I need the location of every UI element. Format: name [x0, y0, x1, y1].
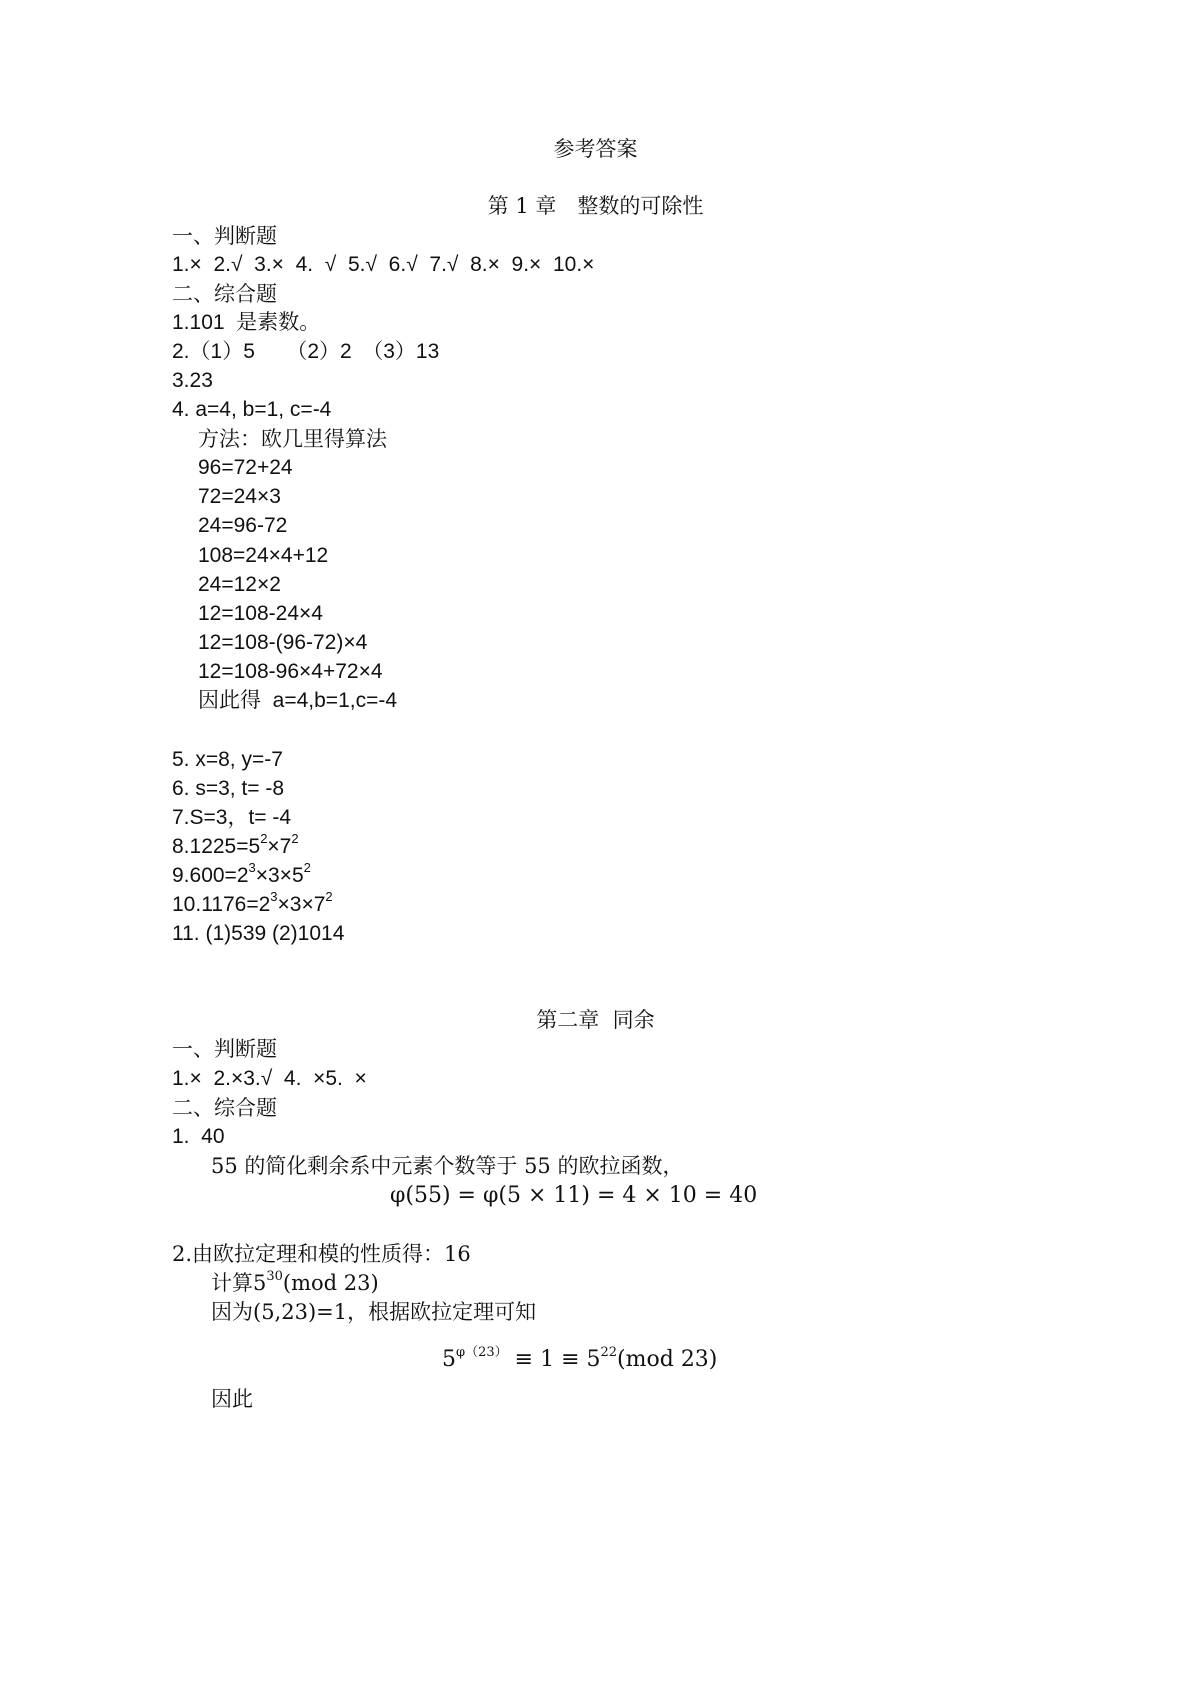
ch1-answer-11: 11. (1)539 (2)1014 [172, 922, 345, 945]
ch1-answer-10: $10.1176=2^3\times 3\times 7^2$ [172, 889, 333, 916]
ch1-answer-3: 3.23 [172, 369, 213, 392]
ch1-answer-1: 1.101 是素数。 [172, 311, 321, 334]
ch1-answer-5: 5. x=8, y=-7 [172, 748, 283, 771]
ch1-answer-4: 4. a=4, b=1, c=-4 [172, 398, 332, 421]
ch2-answer-2-calc: 计算$5^{30}(mod$ 23) [211, 1269, 379, 1295]
ch1-true-false-answers: 1.× 2.√ 3.× 4. √ 5.√ 6.√ 7.√ 8.× 9.× 10.× [172, 253, 595, 276]
ch1-answer-2: 2.（1）5 （2）2 （3）13 [172, 340, 440, 363]
ch1-answer-9: $9.600=2^3\times 3\times 5^2$ [172, 860, 311, 887]
euclid-step: 12=108-96×4+72×4 [198, 660, 383, 683]
euclid-step: 12=108-(96-72)×4 [198, 631, 368, 654]
ch1-section-comprehensive-title: 二、综合题 [172, 282, 277, 306]
euclid-step: 72=24×3 [198, 485, 281, 508]
ch1-answer-6: 6. s=3, t= -8 [172, 777, 285, 800]
euclid-step: 12=108-24×4 [198, 602, 323, 625]
ch2-section-judgement-title: 一、判断题 [172, 1037, 277, 1061]
ch1-method-line: 方法：欧几里得算法 [198, 427, 387, 451]
euclid-step: 24=12×2 [198, 573, 281, 596]
ch2-answer-2-reason: 因为(5,23)=1，根据欧拉定理可知 [211, 1300, 537, 1324]
ch2-answer-1-explanation: 55 的简化剩余系中元素个数等于 55 的欧拉函数， [211, 1154, 684, 1178]
ch2-true-false-answers: 1.× 2.×3.√ 4. ×5. × [172, 1067, 367, 1090]
euclid-step: 96=72+24 [198, 456, 293, 479]
euler-theorem-formula: $5^{\varphi(23)} \equiv 1 \equiv 5^{22}(mod$ 23) [442, 1344, 718, 1372]
ch2-answer-2-therefore: 因此 [211, 1387, 253, 1411]
ch2-answer-2: 2.由欧拉定理和模的性质得：16 [172, 1242, 471, 1266]
euler-phi-formula: φ(55) = φ(5 × 11) = 4 × 10 = 40 [390, 1183, 758, 1208]
euclid-step: 24=96-72 [198, 514, 288, 537]
chapter-1-heading: 第 1 章 整数的可除性 [487, 194, 704, 218]
ch1-answer-8: $8.1225=5^2\times 7^2$ [172, 831, 299, 858]
ch1-section-judgement-title: 一、判断题 [172, 224, 277, 248]
euclid-step: 108=24×4+12 [198, 544, 329, 567]
ch2-section-comprehensive-title: 二、综合题 [172, 1096, 277, 1120]
ch1-conclusion: 因此得 a=4,b=1,c=-4 [198, 689, 398, 712]
chapter-2-heading: 第二章 同余 [536, 1008, 655, 1032]
ch2-answer-1: 1. 40 [172, 1125, 225, 1148]
ch1-answer-7: 7.S=3，t= -4 [172, 806, 292, 829]
document-title: 参考答案 [553, 137, 638, 161]
